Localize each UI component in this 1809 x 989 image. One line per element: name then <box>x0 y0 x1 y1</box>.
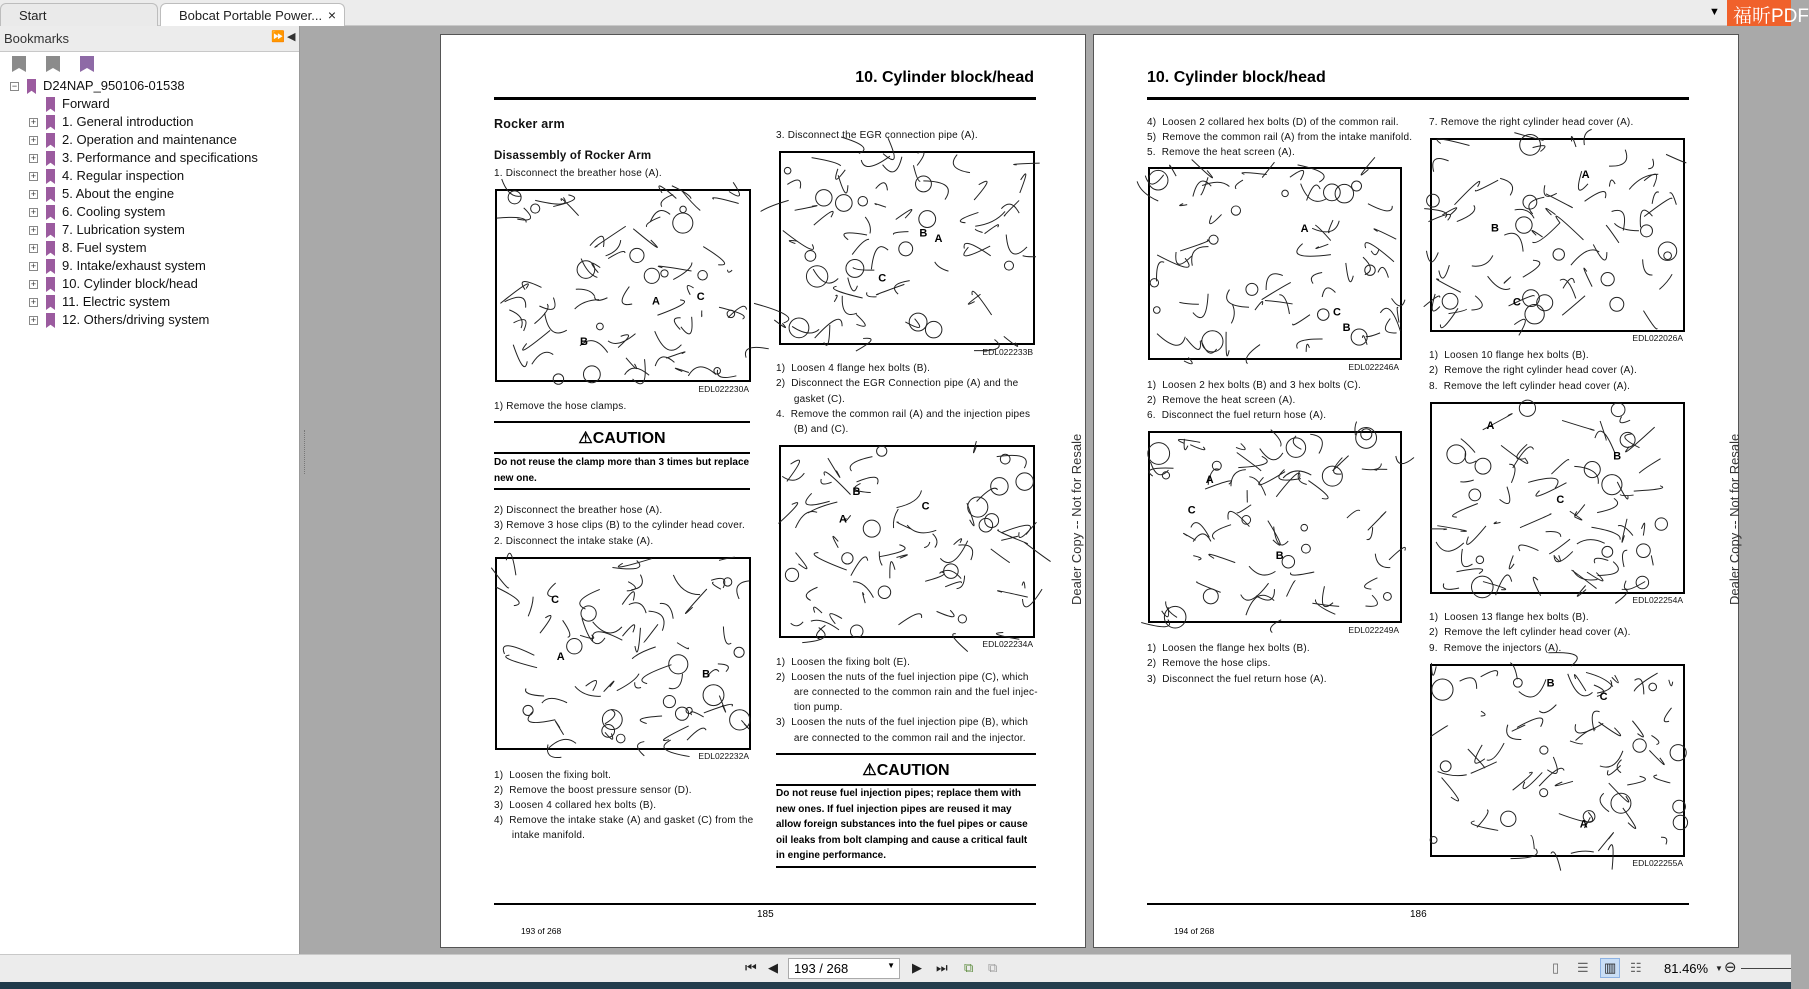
bookmark-icon <box>46 97 55 112</box>
svg-text:C: C <box>878 272 887 285</box>
pdf-page-185 <box>440 34 1086 948</box>
svg-text:C: C <box>921 500 930 513</box>
step-text: 2) Remove the right cylinder head cover (A). <box>1429 365 1637 377</box>
svg-text:C: C <box>551 593 560 606</box>
first-page-icon[interactable]: ⏮ <box>745 960 757 975</box>
panel-splitter[interactable] <box>304 430 307 474</box>
tab-list-dropdown-icon[interactable]: ▼ <box>1709 6 1720 18</box>
bookmark-label: 6. Cooling system <box>62 204 166 219</box>
single-page-view-icon[interactable]: ▯ <box>1552 960 1560 975</box>
collapse-panel-icon[interactable]: ◀ <box>287 31 296 43</box>
bookmark-item[interactable] <box>62 96 110 114</box>
expand-icon[interactable]: + <box>30 261 37 271</box>
divider <box>494 452 750 454</box>
caution-label: CAUTION <box>876 762 950 779</box>
previous-page-icon[interactable]: ◀ <box>768 960 778 975</box>
bookmark-label: 1. General introduction <box>62 114 194 129</box>
bookmarks-panel <box>0 26 300 954</box>
engine-illustration <box>781 447 1033 636</box>
svg-text:B: B <box>1491 222 1499 235</box>
bookmark-label: 4. Regular inspection <box>62 168 185 183</box>
caution-heading: ⚠CAUTION <box>862 762 950 779</box>
caution-text: Do not reuse the clamp more than 3 times but replace new one. <box>494 457 750 484</box>
step-text: 2) Remove the heat screen (A). <box>1147 395 1296 406</box>
bookmark-label: 12. Others/driving system <box>62 312 210 327</box>
taskbar <box>0 982 1791 989</box>
section-heading: Rocker arm <box>494 117 565 131</box>
navigation-toolbar <box>300 954 1791 982</box>
divider <box>776 753 1036 755</box>
bookmark-icon <box>46 295 55 310</box>
divider <box>494 488 750 490</box>
bookmark-label: Forward <box>62 96 110 111</box>
svg-text:A: A <box>934 232 943 245</box>
divider <box>776 866 1036 868</box>
svg-text:A: A <box>556 650 565 663</box>
figure-heat-screen <box>1148 167 1402 360</box>
collapse-icon[interactable]: − <box>11 81 18 91</box>
bookmark-label: 5. About the engine <box>62 186 175 201</box>
expand-icon[interactable]: + <box>30 135 37 145</box>
step-text: 4) Remove the intake stake (A) and gasket (C) from the <box>494 815 754 826</box>
zoom-slider[interactable] <box>1741 968 1791 969</box>
watermark: Dealer Copy -- Not for Resale <box>1069 433 1084 605</box>
next-page-icon[interactable]: ▶ <box>912 960 922 975</box>
bookmark-item[interactable] <box>30 132 237 150</box>
svg-text:A: A <box>839 513 847 526</box>
svg-text:A: A <box>1300 222 1309 235</box>
svg-text:A: A <box>652 295 660 308</box>
bookmark-item[interactable] <box>30 114 194 132</box>
svg-text:B: B <box>919 227 928 240</box>
bookmark-icon <box>46 259 55 274</box>
expand-icon[interactable]: + <box>30 153 37 163</box>
bookmark-label: 11. Electric system <box>62 294 171 309</box>
delete-bookmark-icon[interactable] <box>12 56 26 72</box>
step-text: 1) Loosen the flange hex bolts (B). <box>1147 643 1310 654</box>
bookmark-icon <box>46 115 55 130</box>
step-text: 3) Disconnect the fuel return hose (A). <box>1147 673 1327 685</box>
step-text: 3. Disconnect the EGR connection pipe (A). <box>776 130 978 141</box>
figure-right-head-cover <box>1430 138 1685 332</box>
caution-heading: ⚠CAUTION <box>578 430 666 447</box>
figure-injectors <box>1430 664 1685 857</box>
step-text: 1) Loosen 13 flange hex bolts (B). <box>1429 612 1589 623</box>
step-text: 2) Disconnect the breather hose (A). <box>494 505 663 516</box>
step-text: tion pump. <box>776 702 843 714</box>
step-text: 1. Disconnect the breather hose (A). <box>494 168 662 179</box>
figure-egr-pipe <box>779 151 1035 345</box>
figure-caption: EDL022234A <box>982 639 1033 649</box>
watermark: Dealer Copy -- Not for Resale <box>1727 433 1742 605</box>
figure-caption: EDL022026A <box>1632 333 1683 343</box>
step-text: 4) Loosen 2 collared hex bolts (D) of the common rail. <box>1147 117 1399 128</box>
tab-start[interactable] <box>0 3 158 26</box>
figure-caption: EDL022230A <box>698 384 749 394</box>
bookmark-toolbar <box>0 52 299 78</box>
svg-text:A: A <box>1581 168 1590 181</box>
step-text: are connected to the common rail and the injector. <box>776 732 1026 744</box>
tab-bar <box>0 0 1809 27</box>
bookmark-icon <box>46 313 55 328</box>
step-text: 5) Remove the common rail (A) from the intake manifold. <box>1147 132 1413 143</box>
divider <box>494 421 750 423</box>
engine-illustration <box>1150 433 1400 621</box>
page-count-stamp: 194 of 268 <box>1174 926 1215 936</box>
engine-illustration <box>781 153 1033 343</box>
bookmark-item[interactable] <box>30 294 171 312</box>
tab-label: Start <box>19 8 47 23</box>
step-text: 1) Loosen 4 flange hex bolts (B). <box>776 363 931 374</box>
step-text: 3) Remove 3 hose clips (B) to the cylinder head cover. <box>494 520 745 531</box>
goto-bookmark-icon[interactable] <box>80 56 94 72</box>
expand-icon[interactable]: + <box>30 225 37 235</box>
step-text: 1) Loosen the fixing bolt. <box>494 770 612 781</box>
bookmarks-header <box>0 26 299 52</box>
close-tab-icon[interactable]: × <box>327 7 336 23</box>
svg-text:A: A <box>1486 419 1495 432</box>
figure-caption: EDL022246A <box>1348 362 1399 372</box>
caution-text: Do not reuse fuel injection pipes; replace them with new ones. If fuel injection pipes are reused it may allow foreign substances into the fuel pipes or cause oil leaks from bolt clamping and cause a critical fault in engine performance. <box>776 788 1028 861</box>
engine-illustration <box>1432 666 1683 855</box>
bookmark-item[interactable] <box>30 186 175 204</box>
divider <box>1147 97 1689 100</box>
continuous-view-icon[interactable]: ☰ <box>1577 960 1589 975</box>
expand-icon[interactable]: + <box>30 315 37 325</box>
figure-caption: EDL022233B <box>982 347 1033 357</box>
step-text: 1) Remove the hose clamps. <box>494 401 627 412</box>
step-text: 2. Disconnect the intake stake (A). <box>494 536 654 547</box>
status-bar-left <box>0 954 300 982</box>
svg-text:C: C <box>1332 306 1341 319</box>
figure-common-rail <box>779 445 1035 638</box>
engine-illustration <box>1150 169 1400 358</box>
expand-icon[interactable]: + <box>30 117 37 127</box>
step-text: 7. Remove the right cylinder head cover (A). <box>1429 117 1634 128</box>
step-text: 6. Disconnect the fuel return hose (A). <box>1147 410 1327 421</box>
bookmark-icon <box>46 205 55 220</box>
zoom-out-icon[interactable]: ⊖ <box>1724 959 1737 976</box>
bookmark-item[interactable] <box>30 168 185 186</box>
svg-text:B: B <box>1546 677 1555 690</box>
bookmark-label: 9. Intake/exhaust system <box>62 258 206 273</box>
expand-icon[interactable]: + <box>30 171 37 181</box>
next-view-icon[interactable]: ⧉ <box>988 960 998 975</box>
add-bookmark-icon[interactable] <box>46 56 60 72</box>
step-text: 4. Remove the common rail (A) and the injection pipes <box>776 408 1031 420</box>
engine-illustration <box>1432 140 1683 330</box>
continuous-facing-view-icon[interactable]: ☷ <box>1630 960 1642 975</box>
bookmark-item[interactable] <box>30 240 147 258</box>
svg-text:B: B <box>1342 321 1351 334</box>
expand-icon[interactable]: + <box>30 279 37 289</box>
step-text: 1) Loosen 2 hex bolts (B) and 3 hex bolts (C). <box>1147 380 1361 391</box>
bookmark-icon <box>27 79 36 94</box>
last-page-icon[interactable]: ⏭ <box>936 960 948 975</box>
svg-text:B: B <box>1275 549 1284 562</box>
figure-caption: EDL022232A <box>698 751 749 761</box>
bookmark-icon <box>46 151 55 166</box>
bookmark-label: D24NAP_950106-01538 <box>43 78 185 93</box>
figure-left-head-cover <box>1430 402 1685 594</box>
step-text: 2) Remove the hose clips. <box>1147 658 1271 670</box>
figure-fuel-return-hose <box>1148 431 1402 623</box>
bookmark-label: 7. Lubrication system <box>62 222 185 237</box>
chapter-title: 10. Cylinder block/head <box>855 69 1034 86</box>
bookmark-icon <box>46 277 55 292</box>
chevron-down-icon[interactable]: ▼ <box>887 961 895 970</box>
panel-title: Bookmarks <box>4 31 70 46</box>
step-text: gasket (C). <box>776 393 845 405</box>
brand-logo[interactable]: 福昕PDF <box>1727 0 1791 26</box>
bookmark-label: 8. Fuel system <box>62 240 147 255</box>
expand-panel-icon[interactable]: ⏩ <box>271 31 285 43</box>
bookmark-root[interactable] <box>11 78 185 96</box>
engine-illustration <box>497 191 749 380</box>
tab-document[interactable] <box>160 3 345 26</box>
bookmark-item[interactable] <box>30 150 258 168</box>
bookmark-item[interactable] <box>30 258 206 276</box>
svg-text:B: B <box>702 668 711 681</box>
svg-text:C: C <box>1556 494 1565 507</box>
step-text: 3) Loosen the nuts of the fuel injection pipe (B), which <box>776 717 1029 729</box>
previous-view-icon[interactable]: ⧉ <box>964 960 974 975</box>
page-count-stamp: 193 of 268 <box>521 926 562 936</box>
expand-icon[interactable]: + <box>30 189 37 199</box>
page-number-input[interactable] <box>788 958 900 979</box>
subsection-heading: Disassembly of Rocker Arm <box>494 150 652 162</box>
footer-rule <box>1147 903 1689 905</box>
bookmark-label: 3. Performance and specifications <box>62 150 258 165</box>
zoom-dropdown-icon[interactable]: ▼ <box>1715 964 1723 973</box>
svg-text:C: C <box>696 291 705 304</box>
step-text: (B) and (C). <box>776 424 849 436</box>
figure-caption: EDL022249A <box>1348 625 1399 635</box>
expand-icon[interactable]: + <box>30 207 37 217</box>
bookmark-icon <box>46 133 55 148</box>
svg-text:B: B <box>852 485 861 498</box>
zoom-level[interactable]: 81.46% <box>1664 961 1709 976</box>
tab-label: Bobcat Portable Power... <box>179 8 323 23</box>
bookmark-icon <box>46 169 55 184</box>
page-number: 186 <box>1410 909 1427 920</box>
page-value: 193 / 268 <box>794 961 849 976</box>
svg-text:C: C <box>1599 691 1608 704</box>
bookmark-label: 2. Operation and maintenance <box>62 132 237 147</box>
engine-illustration <box>497 559 749 748</box>
bookmark-item[interactable] <box>30 312 210 330</box>
bookmark-label: 10. Cylinder block/head <box>62 276 198 291</box>
step-text: 1) Loosen the fixing bolt (E). <box>776 657 911 668</box>
caution-label: CAUTION <box>592 430 666 447</box>
figure-breather-hose <box>495 189 751 382</box>
step-text: 3) Loosen 4 collared hex bolts (B). <box>494 800 657 811</box>
step-text: 2) Remove the left cylinder head cover (A). <box>1429 627 1631 639</box>
bookmark-item[interactable] <box>30 204 166 222</box>
svg-text:B: B <box>1613 450 1622 463</box>
step-text: 9. Remove the injectors (A). <box>1429 642 1562 654</box>
bookmark-icon <box>46 223 55 238</box>
figure-caption: EDL022254A <box>1632 595 1683 605</box>
svg-text:A: A <box>1579 818 1588 831</box>
svg-text:A: A <box>1205 474 1214 487</box>
divider <box>494 97 1036 100</box>
svg-text:C: C <box>1187 504 1196 517</box>
page-number: 185 <box>757 909 774 920</box>
facing-view-icon[interactable]: ▥ <box>1600 958 1620 978</box>
pdf-page-186 <box>1093 34 1742 948</box>
figure-intake-stake <box>495 557 751 750</box>
bookmark-item[interactable] <box>30 276 198 294</box>
step-text: 1) Loosen 10 flange hex bolts (B). <box>1429 350 1589 361</box>
bookmark-item[interactable] <box>30 222 185 240</box>
footer-rule <box>494 903 1036 905</box>
step-text: 2) Remove the boost pressure sensor (D). <box>494 785 692 796</box>
step-text: 5. Remove the heat screen (A). <box>1147 147 1295 158</box>
svg-text:C: C <box>1512 296 1521 309</box>
step-text: intake manifold. <box>494 830 586 841</box>
svg-text:B: B <box>580 335 588 348</box>
figure-caption: EDL022255A <box>1632 858 1683 868</box>
step-text: 8. Remove the left cylinder head cover (A). <box>1429 380 1631 392</box>
expand-icon[interactable]: + <box>30 297 37 307</box>
step-text: are connected to the common rain and the fuel injec- <box>776 687 1038 699</box>
step-text: 2) Loosen the nuts of the fuel injection pipe (C), which <box>776 672 1029 684</box>
bookmark-icon <box>46 241 55 256</box>
chapter-title: 10. Cylinder block/head <box>1147 69 1326 86</box>
engine-illustration <box>1432 404 1683 592</box>
expand-icon[interactable]: + <box>30 243 37 253</box>
step-text: 2) Disconnect the EGR Connection pipe (A) and the <box>776 378 1019 390</box>
bookmark-icon <box>46 187 55 202</box>
